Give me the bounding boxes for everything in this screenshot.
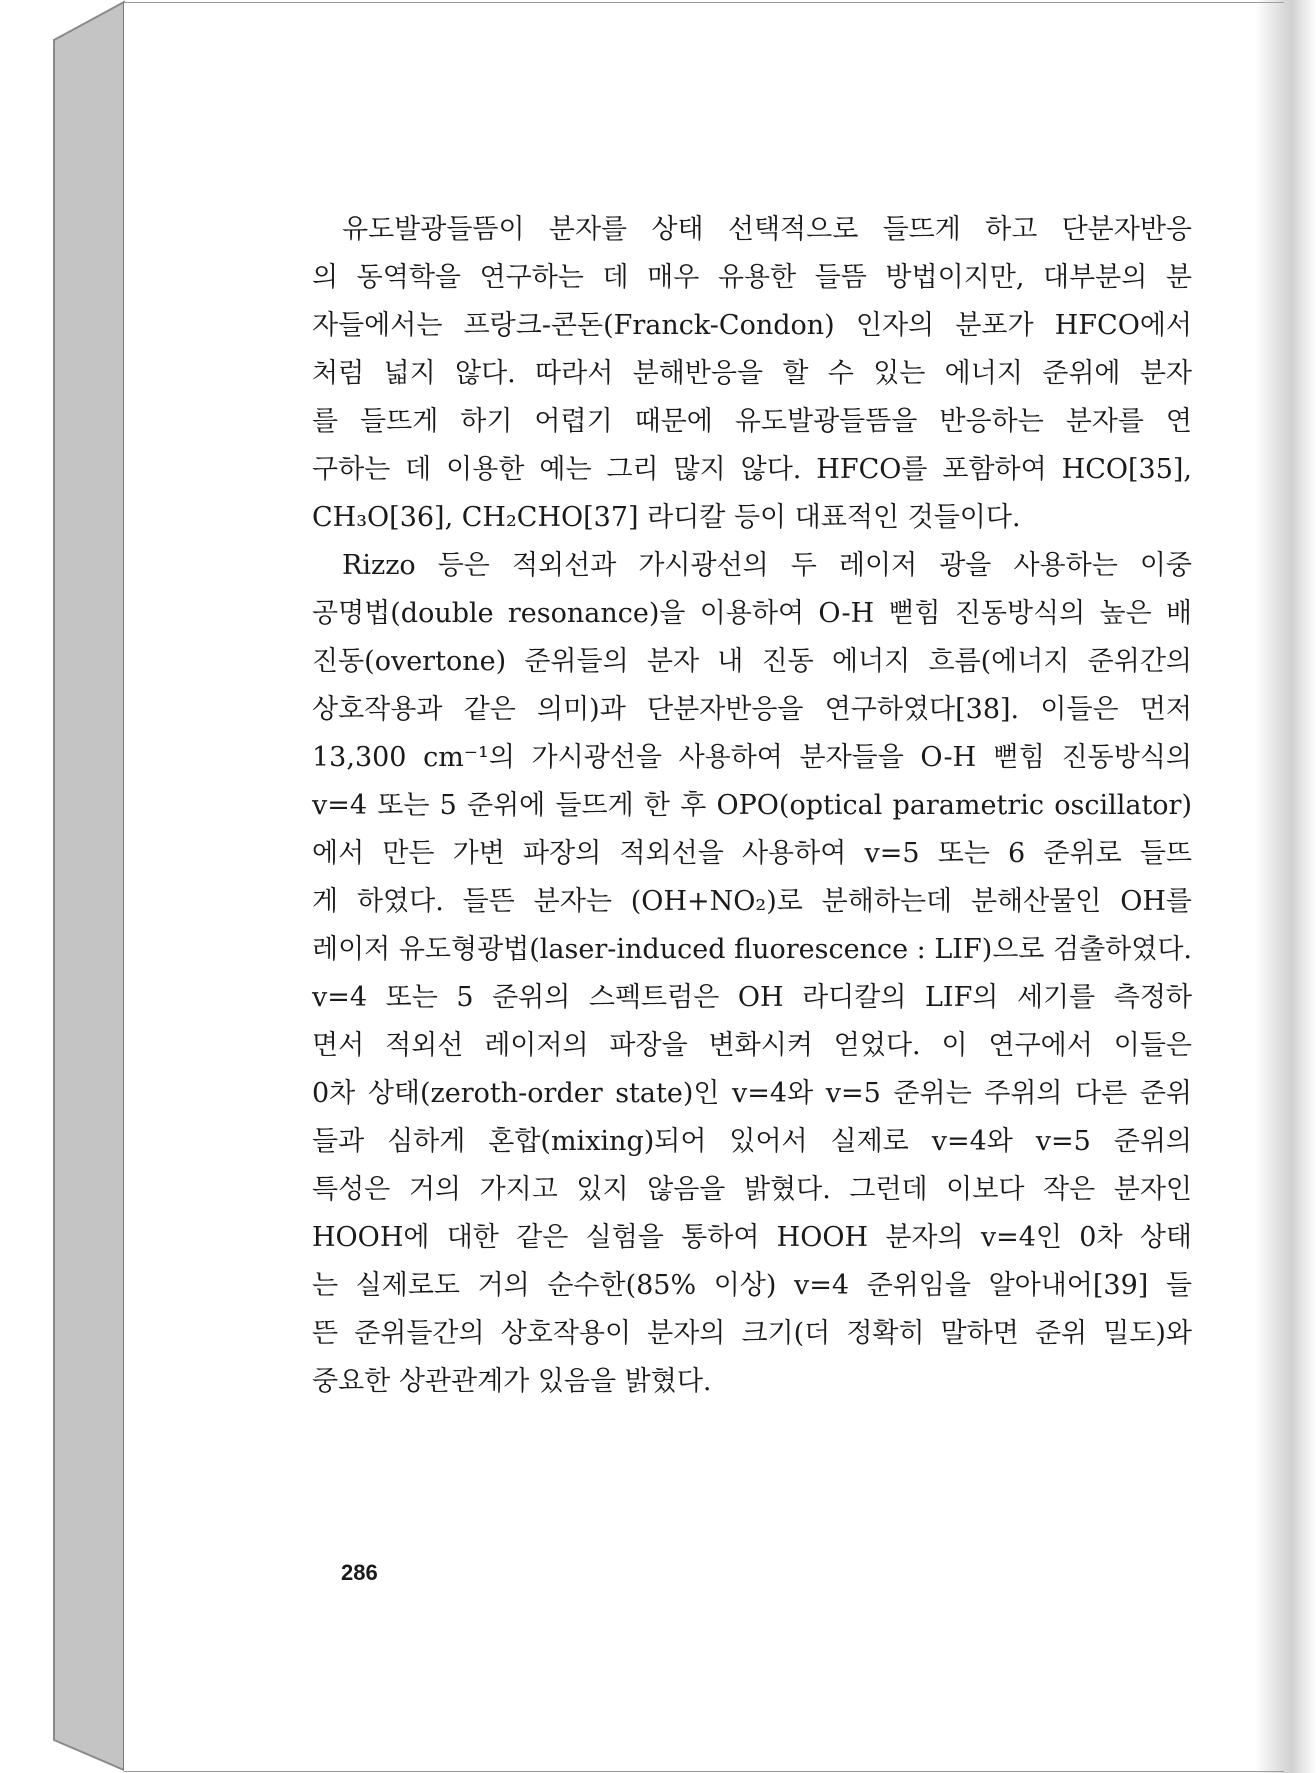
page-edge-shadow (1255, 0, 1316, 1773)
text-line: 유도발광들뜸이 분자를 상태 선택적으로 들뜨게 하고 단분자반응 (342, 214, 1192, 245)
text-line: 중요한 상관관계가 있음을 밝혔다. (312, 1366, 712, 1397)
text-line: 공명법(double resonance)을 이용하여 O-H 뻗힘 진동방식의 높은 배 (312, 598, 1192, 629)
text-line: 게 하였다. 들뜬 분자는 (OH+NO₂)로 분해하는데 분해산물인 OH를 (312, 886, 1192, 917)
text-line: 특성은 거의 가지고 있지 않음을 밝혔다. 그런데 이보다 작은 분자인 (312, 1174, 1192, 1205)
text-line: 레이저 유도형광법(laser-induced fluorescence : LIF)으로 검출하였다. (312, 934, 1192, 965)
text-line: 들과 심하게 혼합(mixing)되어 있어서 실제로 v=4와 v=5 준위의 (312, 1126, 1192, 1157)
page-number: 286 (341, 1560, 378, 1585)
text-line: 0차 상태(zeroth-order state)인 v=4와 v=5 준위는 주위의 다른 준위 (312, 1078, 1192, 1109)
text-line: HOOH에 대한 같은 실험을 통하여 HOOH 분자의 v=4인 0차 상태 (312, 1222, 1192, 1253)
text-line: 면서 적외선 레이저의 파장을 변화시켜 얻었다. 이 연구에서 이들은 (312, 1030, 1192, 1061)
text-line: 를 들뜨게 하기 어렵기 때문에 유도발광들뜸을 반응하는 분자를 연 (312, 406, 1192, 437)
text-line: 13,300 cm⁻¹의 가시광선을 사용하여 분자들을 O-H 뻗힘 진동방식의 (312, 742, 1192, 773)
text-line: v=4 또는 5 준위의 스펙트럼은 OH 라디칼의 LIF의 세기를 측정하 (312, 982, 1192, 1013)
text-line: 진동(overtone) 준위들의 분자 내 진동 에너지 흐름(에너지 준위간의 (312, 646, 1192, 677)
text-line: 는 실제로도 거의 순수한(85% 이상) v=4 준위임을 알아내어[39] 들 (312, 1270, 1192, 1301)
text-line: 에서 만든 가변 파장의 적외선을 사용하여 v=5 또는 6 준위로 들뜨 (312, 838, 1192, 869)
text-line: 처럼 넓지 않다. 따라서 분해반응을 할 수 있는 에너지 준위에 분자 (312, 358, 1192, 389)
text-line: 자들에서는 프랑크-콘돈(Franck-Condon) 인자의 분포가 HFCO에서 (312, 310, 1192, 341)
text-line: 구하는 데 이용한 예는 그리 많지 않다. HFCO를 포함하여 HCO[35], (312, 454, 1192, 485)
text-line: v=4 또는 5 준위에 들뜨게 한 후 OPO(optical parametric oscillator) (312, 790, 1192, 821)
text-line: CH₃O[36], CH₂CHO[37] 라디칼 등이 대표적인 것들이다. (312, 502, 1021, 533)
body-text (312, 206, 1192, 1406)
text-line: 뜬 준위들간의 상호작용이 분자의 크기(더 정확히 말하면 준위 밀도)와 (312, 1318, 1192, 1349)
text-line: 상호작용과 같은 의미)과 단분자반응을 연구하였다[38]. 이들은 먼저 (312, 694, 1192, 725)
text-line: Rizzo 등은 적외선과 가시광선의 두 레이저 광을 사용하는 이중 (342, 550, 1192, 581)
text-line: 의 동역학을 연구하는 데 매우 유용한 들뜸 방법이지만, 대부분의 분 (312, 262, 1192, 293)
paragraph-1 (312, 206, 1192, 542)
paragraph-2 (312, 542, 1192, 1406)
